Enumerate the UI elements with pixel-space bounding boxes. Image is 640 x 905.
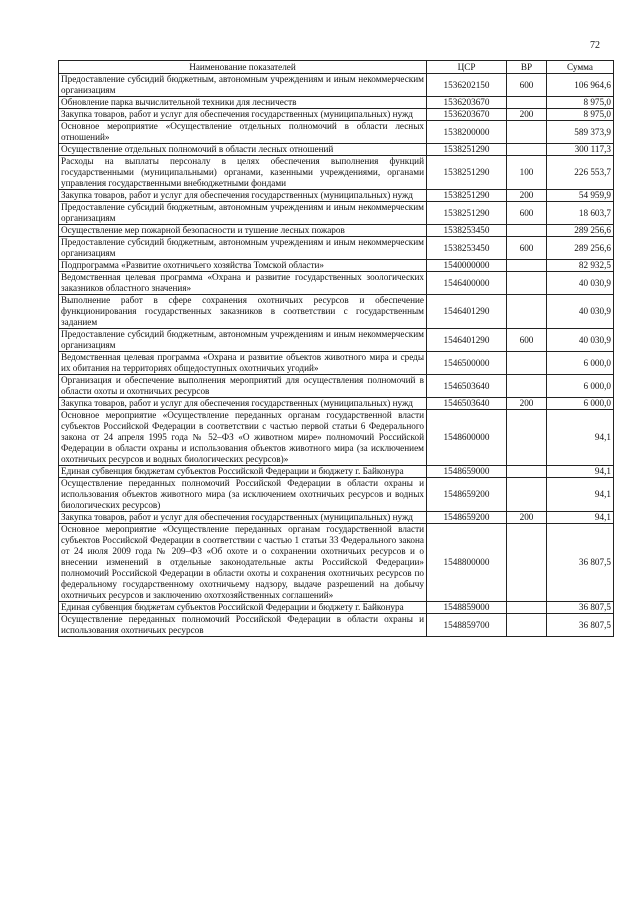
row-sum: 82 932,5 <box>547 260 614 272</box>
row-csr: 1546401290 <box>427 295 507 329</box>
row-name: Подпрограмма «Развитие охотничьего хозяйства Томской области» <box>59 260 427 272</box>
row-name: Выполнение работ в сфере сохранения охотничьих ресурсов и обеспечение функционирования государственных заказников в соответствии с государственным заданием <box>59 295 427 329</box>
row-vr <box>507 524 547 602</box>
header-sum: Сумма <box>547 61 614 74</box>
row-csr: 1536203670 <box>427 109 507 121</box>
row-sum: 40 030,9 <box>547 295 614 329</box>
row-csr: 1548659200 <box>427 512 507 524</box>
row-csr: 1548659000 <box>427 466 507 478</box>
row-vr <box>507 225 547 237</box>
table-row <box>59 260 614 272</box>
row-name: Ведомственная целевая программа «Охрана и развитие государственных зоологических заказников областного значения» <box>59 272 427 295</box>
row-name: Осуществление переданных полномочий Российской Федерации в области охраны и использования объектов животного мира (за исключением охотничьих ресурсов и водных биологических ресурсов) <box>59 478 427 512</box>
row-vr <box>507 614 547 637</box>
row-sum: 6 000,0 <box>547 352 614 375</box>
row-vr <box>507 272 547 295</box>
row-sum: 40 030,9 <box>547 272 614 295</box>
row-name: Закупка товаров, работ и услуг для обеспечения государственных (муниципальных) нужд <box>59 190 427 202</box>
table-row <box>59 74 614 97</box>
row-sum: 94,1 <box>547 466 614 478</box>
row-sum: 94,1 <box>547 512 614 524</box>
row-sum: 226 553,7 <box>547 156 614 190</box>
table-row <box>59 202 614 225</box>
row-vr: 200 <box>507 190 547 202</box>
row-name: Основное мероприятие «Осуществление отдельных полномочий в области лесных отношений» <box>59 121 427 144</box>
row-sum: 106 964,6 <box>547 74 614 97</box>
row-name: Предоставление субсидий бюджетным, автономным учреждениям и иным некоммерческим организациям <box>59 202 427 225</box>
row-sum: 289 256,6 <box>547 225 614 237</box>
row-sum: 94,1 <box>547 410 614 466</box>
header-csr: ЦСР <box>427 61 507 74</box>
table-row <box>59 352 614 375</box>
row-vr <box>507 602 547 614</box>
row-vr <box>507 144 547 156</box>
row-name: Предоставление субсидий бюджетным, автономным учреждениям и иным некоммерческим организациям <box>59 237 427 260</box>
row-name: Осуществление переданных полномочий Российской Федерации в области охраны и использования охотничьих ресурсов <box>59 614 427 637</box>
row-sum: 94,1 <box>547 478 614 512</box>
row-name: Закупка товаров, работ и услуг для обеспечения государственных (муниципальных) нужд <box>59 512 427 524</box>
row-name: Осуществление мер пожарной безопасности и тушение лесных пожаров <box>59 225 427 237</box>
table-row <box>59 156 614 190</box>
row-sum: 36 807,5 <box>547 524 614 602</box>
row-vr <box>507 410 547 466</box>
row-csr: 1546503640 <box>427 375 507 398</box>
row-sum: 8 975,0 <box>547 109 614 121</box>
row-csr: 1546401290 <box>427 329 507 352</box>
row-sum: 40 030,9 <box>547 329 614 352</box>
table-row <box>59 614 614 637</box>
row-vr: 600 <box>507 329 547 352</box>
table-row <box>59 295 614 329</box>
row-csr: 1546500000 <box>427 352 507 375</box>
row-sum: 289 256,6 <box>547 237 614 260</box>
row-name: Осуществление отдельных полномочий в области лесных отношений <box>59 144 427 156</box>
row-vr <box>507 97 547 109</box>
row-csr: 1538251290 <box>427 156 507 190</box>
row-vr <box>507 295 547 329</box>
row-csr: 1548859700 <box>427 614 507 637</box>
row-csr: 1548800000 <box>427 524 507 602</box>
row-vr <box>507 478 547 512</box>
row-vr: 200 <box>507 512 547 524</box>
row-vr: 200 <box>507 109 547 121</box>
table-row <box>59 97 614 109</box>
table-row <box>59 398 614 410</box>
page-number: 72 <box>590 40 600 51</box>
row-sum: 8 975,0 <box>547 97 614 109</box>
row-csr: 1540000000 <box>427 260 507 272</box>
table-row <box>59 512 614 524</box>
row-sum: 54 959,9 <box>547 190 614 202</box>
row-name: Единая субвенция бюджетам субъектов Российской Федерации и бюджету г. Байконура <box>59 602 427 614</box>
row-csr: 1548859000 <box>427 602 507 614</box>
table-row <box>59 524 614 602</box>
row-csr: 1538251290 <box>427 190 507 202</box>
row-name: Предоставление субсидий бюджетным, автономным учреждениям и иным некоммерческим организациям <box>59 329 427 352</box>
row-vr: 600 <box>507 74 547 97</box>
row-vr: 600 <box>507 237 547 260</box>
row-name: Обновление парка вычислительной техники для лесничеств <box>59 97 427 109</box>
table-body <box>59 74 614 637</box>
row-name: Предоставление субсидий бюджетным, автономным учреждениям и иным некоммерческим организациям <box>59 74 427 97</box>
row-csr: 1536203670 <box>427 97 507 109</box>
row-csr: 1546400000 <box>427 272 507 295</box>
table-row <box>59 225 614 237</box>
row-vr: 200 <box>507 398 547 410</box>
row-vr: 600 <box>507 202 547 225</box>
row-name: Основное мероприятие «Осуществление переданных органам государственной власти субъектов Российской Федерации в соответствии с частью 1 статьи 33 Федерального закона от 24 июля 2009 года № 209–ФЗ «Об охоте и о сохранении охотничьих ресурсов и о внесении изменений в отдельные законодательные акты Российской Федерации» полномочий Российской Федерации в области охоты и сохранения охотничьих ресурсов по федеральному государственному охотничьему надзору, выдаче разрешений на добычу охотничьих ресурсов и заключению охотхозяйственных соглашений» <box>59 524 427 602</box>
row-name: Закупка товаров, работ и услуг для обеспечения государственных (муниципальных) нужд <box>59 398 427 410</box>
row-csr: 1538251290 <box>427 144 507 156</box>
row-sum: 6 000,0 <box>547 398 614 410</box>
row-csr: 1538253450 <box>427 237 507 260</box>
table-row <box>59 237 614 260</box>
table-header-row <box>59 61 614 74</box>
table-row <box>59 602 614 614</box>
row-csr: 1538200000 <box>427 121 507 144</box>
row-name: Основное мероприятие «Осуществление переданных органам государственной власти субъектов Российской Федерации в соответствии с частью первой статьи 6 Федерального закона от 24 апреля 1995 года № 52–ФЗ «О животном мире» полномочий Российской Федерации в области охраны и использования объектов животного мира (за исключением охотничьих ресурсов и водных биологических ресурсов)» <box>59 410 427 466</box>
table-row <box>59 144 614 156</box>
row-csr: 1548659200 <box>427 478 507 512</box>
row-vr <box>507 260 547 272</box>
row-csr: 1538251290 <box>427 202 507 225</box>
row-sum: 300 117,3 <box>547 144 614 156</box>
row-name: Закупка товаров, работ и услуг для обеспечения государственных (муниципальных) нужд <box>59 109 427 121</box>
header-name: Наименование показателей <box>59 61 427 74</box>
row-sum: 36 807,5 <box>547 614 614 637</box>
row-name: Организация и обеспечение выполнения мероприятий для осуществления полномочий в области охоты и охотничьих ресурсов <box>59 375 427 398</box>
row-vr: 100 <box>507 156 547 190</box>
table-row <box>59 329 614 352</box>
row-vr <box>507 352 547 375</box>
row-csr: 1538253450 <box>427 225 507 237</box>
row-csr: 1548600000 <box>427 410 507 466</box>
row-sum: 6 000,0 <box>547 375 614 398</box>
row-sum: 18 603,7 <box>547 202 614 225</box>
row-sum: 589 373,9 <box>547 121 614 144</box>
header-vr: ВР <box>507 61 547 74</box>
table-row <box>59 190 614 202</box>
budget-table <box>58 60 614 637</box>
table-row <box>59 478 614 512</box>
table-row <box>59 272 614 295</box>
table-row <box>59 121 614 144</box>
row-name: Единая субвенция бюджетам субъектов Российской Федерации и бюджету г. Байконура <box>59 466 427 478</box>
table-row <box>59 109 614 121</box>
row-name: Расходы на выплаты персоналу в целях обеспечения выполнения функций государственными (муниципальными) органами, казенными учреждениями, органами управления государственными внебюджетными фондами <box>59 156 427 190</box>
table-row <box>59 375 614 398</box>
row-name: Ведомственная целевая программа «Охрана и развитие объектов животного мира и среды их обитания на территориях общедоступных охотничьих угодий» <box>59 352 427 375</box>
row-vr <box>507 466 547 478</box>
table-row <box>59 466 614 478</box>
row-sum: 36 807,5 <box>547 602 614 614</box>
row-vr <box>507 375 547 398</box>
row-csr: 1536202150 <box>427 74 507 97</box>
row-csr: 1546503640 <box>427 398 507 410</box>
row-vr <box>507 121 547 144</box>
table-row <box>59 410 614 466</box>
